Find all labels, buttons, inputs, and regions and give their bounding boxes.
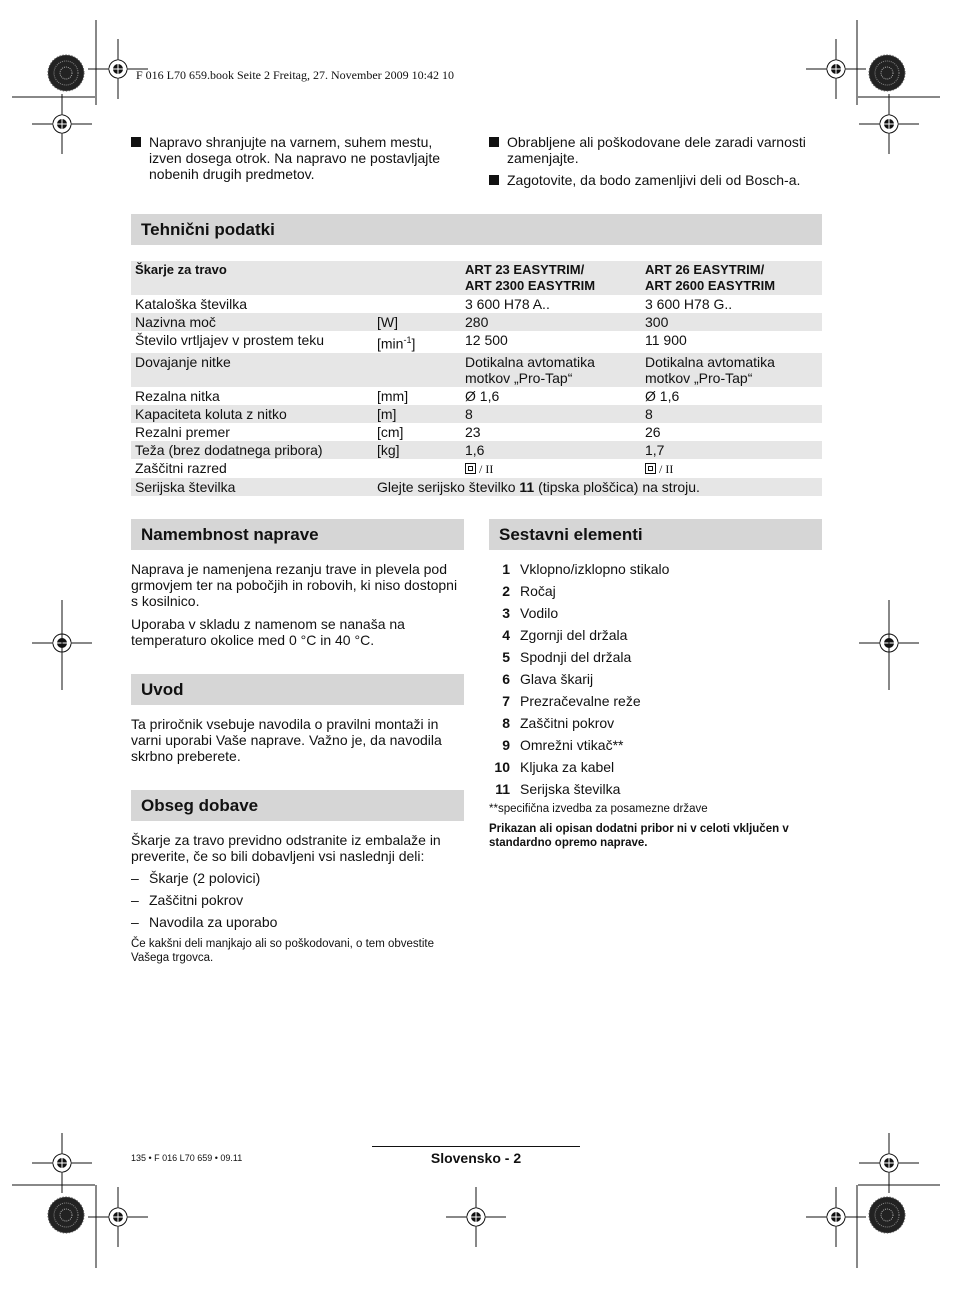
spec-table (131, 261, 822, 496)
section-title-intro: Uvod (131, 674, 464, 705)
list-item: – Škarje (2 polovici) (131, 870, 261, 886)
list-item: 10 Kljuka za kabel (494, 759, 615, 775)
table-row: Rezalna nitka [mm] Ø 1,6 Ø 1,6 (135, 387, 680, 404)
rosette-mark-tr (869, 55, 905, 91)
section-title-purpose: Namembnost naprave (131, 519, 464, 550)
bullet-item: Napravo shranjujte na varnem, suhem mestu, izven dosega otrok. Na napravo ne postavljajte nobenih drugih predmetov. (131, 134, 466, 182)
bullet-square-icon (489, 137, 499, 147)
purpose-paragraph-1: Naprava je namenjena rezanju trave in plevela pod grmovjem ter na pobočjih in robovih, ki niso dostopni s kosilnico. (131, 561, 458, 609)
list-item: 11 Serijska številka (495, 781, 621, 797)
section-title-components: Sestavni elementi (489, 519, 822, 550)
section-title-tech: Tehnični podatki (131, 214, 822, 245)
table-row: Teža (brez dodatnega pribora) [kg] 1,6 1,7 (131, 441, 822, 459)
bullet-square-icon (489, 175, 499, 185)
delivery-paragraph: Škarje za travo previdno odstranite iz embalaže in preverite, če so bili dobavljeni vsi naslednji deli: (131, 832, 441, 864)
components-accessory-note: Prikazan ali opisan dodatni pribor ni v celoti vključen v standardno opremo naprave. (489, 823, 789, 849)
purpose-paragraph-2: Uporaba v skladu z namenom se nanaša na temperaturo okolice med 0 °C in 40 °C. (131, 616, 405, 648)
list-item: 9 Omrežni vtikač** (502, 737, 624, 753)
delivery-note: Če kakšni deli manjkajo ali so poškodovani, o tem obvestite Vašega trgovca. (131, 938, 434, 964)
list-item: – Navodila za uporabo (131, 914, 278, 930)
list-item: 5 Spodnji del držala (502, 649, 632, 665)
rosette-mark-br (869, 1197, 905, 1233)
delivery-list (131, 867, 466, 933)
spec-header-model2: ART 26 EASYTRIM/ ART 2600 EASYTRIM (641, 261, 822, 295)
file-header-line: F 016 L70 659.book Seite 2 Freitag, 27. November 2009 10:42 10 (136, 68, 454, 82)
list-item: 2 Ročaj (502, 583, 556, 599)
list-item: 7 Prezračevalne reže (502, 693, 641, 709)
rosette-mark-bl (48, 1197, 84, 1233)
table-row: Dovajanje nitke Dotikalna avtomatika motkov „Pro-Tap“ Dotikalna avtomatika motkov „Pro-Tap“ (131, 353, 822, 387)
table-row: Zaščitni razred / II / II (135, 459, 674, 476)
list-item: 1 Vklopno/izklopno stikalo (502, 561, 670, 577)
protection-class-icon (465, 463, 476, 474)
bullet-item: Zagotovite, da bodo zamenljivi deli od Bosch-a. (489, 172, 824, 188)
list-item: 4 Zgornji del držala (502, 627, 628, 643)
top-bullets-right (489, 134, 824, 188)
spec-header-model1: ART 23 EASYTRIM/ ART 2300 EASYTRIM (461, 261, 641, 295)
list-item: 6 Glava škarij (502, 671, 594, 687)
list-item: 3 Vodilo (502, 605, 559, 621)
top-bullets-left (131, 134, 466, 182)
table-row: Rezalni premer [cm] 23 26 (135, 423, 661, 440)
components-list (482, 558, 822, 800)
intro-paragraph: Ta priročnik vsebuje navodila o pravilni montaži in varni uporabi Vaše naprave. Važno je, da navodila skrbno preberete. (131, 716, 442, 764)
list-item: 8 Zaščitni pokrov (502, 715, 615, 731)
table-row: Kataloška številka 3 600 H78 A.. 3 600 H78 G.. (135, 296, 733, 312)
section-title-delivery: Obseg dobave (131, 790, 464, 821)
spec-header-label: Škarje za travo (131, 261, 373, 295)
list-item: – Zaščitni pokrov (131, 892, 244, 908)
rosette-mark-tl (48, 55, 84, 91)
footer-page-label: Slovensko - 2 (372, 1146, 580, 1166)
table-row: Kapaciteta koluta z nitko [m] 8 8 (131, 405, 822, 423)
protection-class-icon (645, 463, 656, 474)
footer-code: 135 • F 016 L70 659 • 09.11 (131, 1153, 243, 1163)
table-row: Nazivna moč [W] 280 300 (131, 313, 822, 331)
table-row: Serijska številka Glejte serijsko številko 11 (tipska ploščica) na stroju. (131, 478, 822, 496)
components-footnote: **specifična izvedba za posamezne države (489, 803, 708, 815)
bullet-item: Obrabljene ali poškodovane dele zaradi varnosti zamenjajte. (489, 134, 824, 166)
table-row: Število vrtljajev v prostem teku $[\min^{-1}]$ 12 500 11 900 (135, 332, 687, 352)
spec-header-row (131, 261, 822, 295)
bullet-square-icon (131, 137, 141, 147)
